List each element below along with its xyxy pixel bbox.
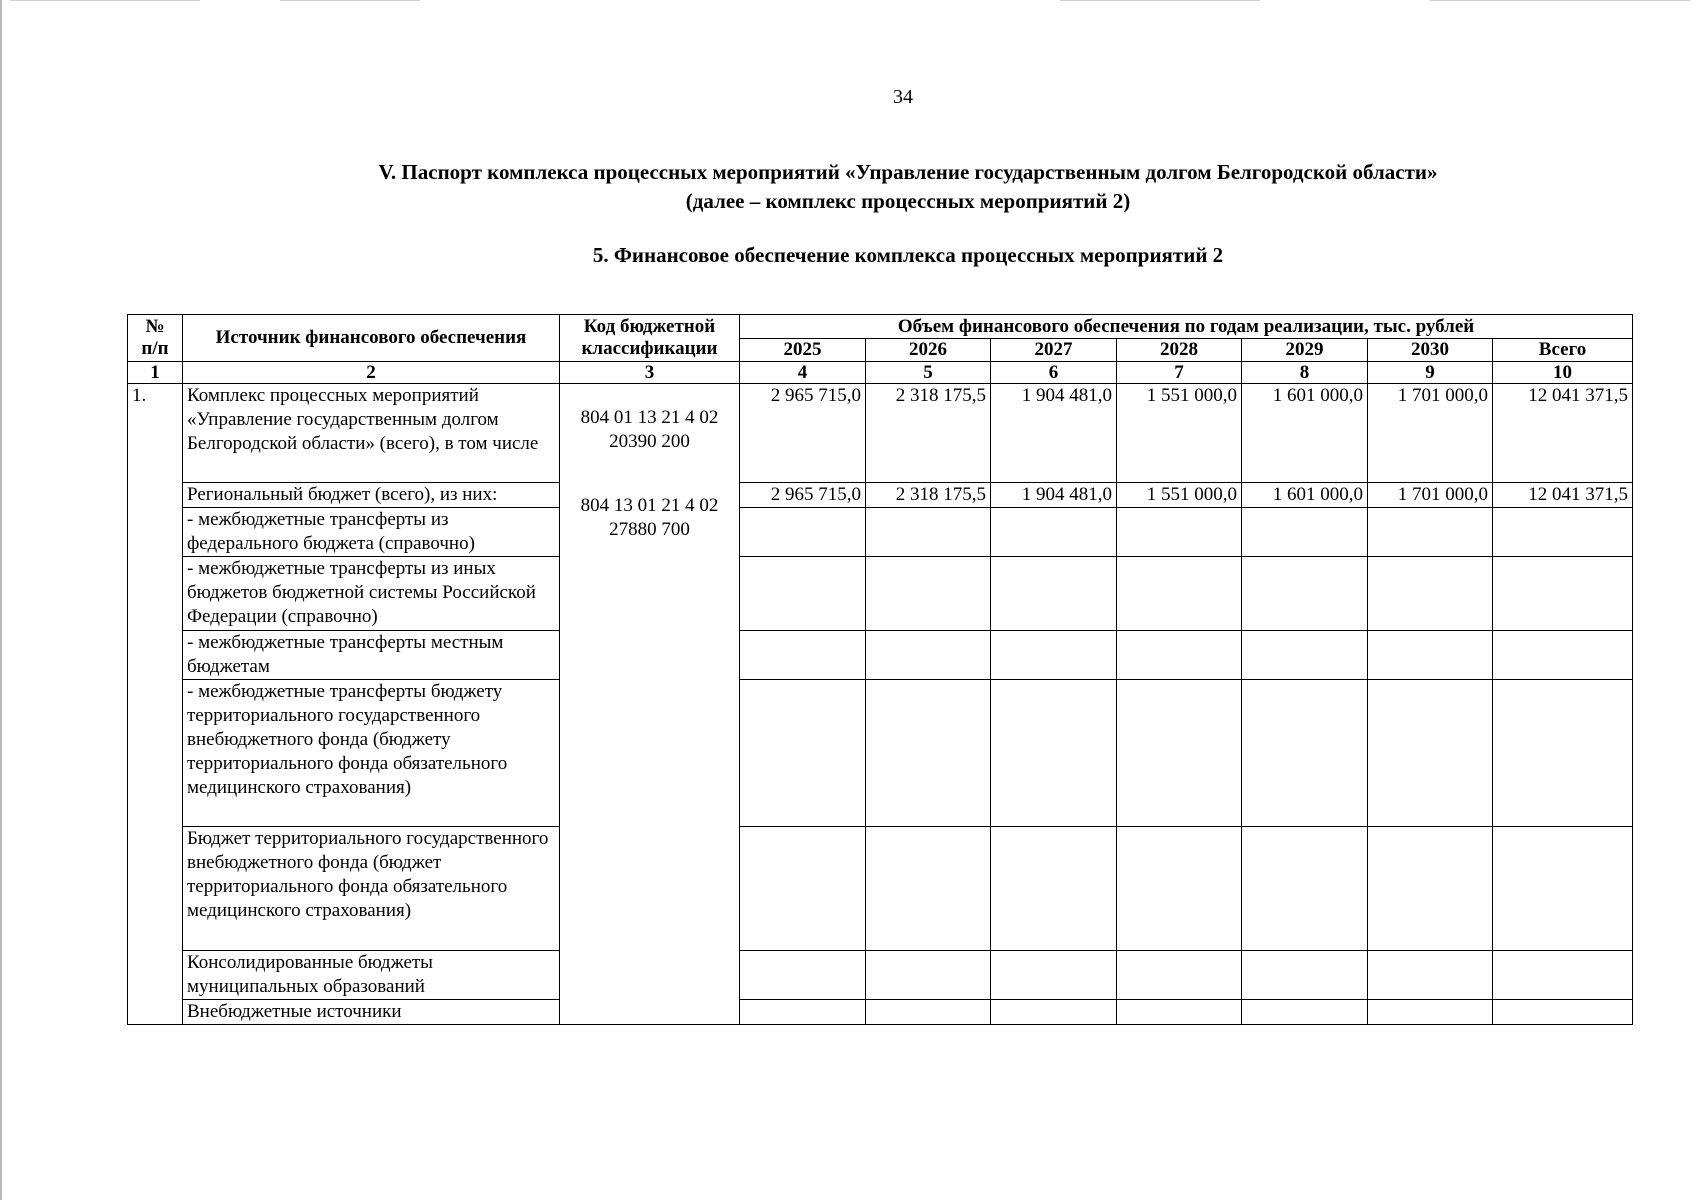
column-number: 5 xyxy=(866,362,991,384)
value-cell xyxy=(1493,508,1633,557)
column-number: 2 xyxy=(183,362,560,384)
document-title xyxy=(0,158,1706,216)
value-cell xyxy=(1493,631,1633,680)
value-cell xyxy=(1117,557,1242,631)
value-cell xyxy=(1242,951,1368,1000)
row-source: - межбюджетные трансферты местным бюджетам xyxy=(183,631,560,680)
title-line-1: V. Паспорт комплекса процессных мероприятий «Управление государственным долгом Белгородской области» xyxy=(378,160,1438,184)
header-number-line-1: № xyxy=(145,316,165,337)
value-cell xyxy=(866,508,991,557)
value-cell xyxy=(1117,680,1242,827)
column-number: 9 xyxy=(1368,362,1493,384)
value-cell xyxy=(1117,951,1242,1000)
value-cell: 2 965 715,0 xyxy=(740,483,866,508)
value-cell xyxy=(991,631,1117,680)
header-year-2028: 2028 xyxy=(1117,339,1242,362)
value-cell xyxy=(740,508,866,557)
value-cell xyxy=(1493,557,1633,631)
budget-code-2-line-2: 27880 700 xyxy=(609,519,690,540)
value-cell xyxy=(1117,1000,1242,1025)
header-budget-code xyxy=(560,315,740,362)
value-cell xyxy=(991,557,1117,631)
header-volume: Объем финансового обеспечения по годам реализации, тыс. рублей xyxy=(740,315,1633,339)
table-row xyxy=(128,483,1633,508)
value-cell xyxy=(1242,508,1368,557)
value-cell xyxy=(1493,680,1633,827)
value-cell xyxy=(1242,557,1368,631)
page-number: 34 xyxy=(893,86,913,108)
header-year-2025: 2025 xyxy=(740,339,866,362)
value-cell: 2 318 175,5 xyxy=(866,483,991,508)
budget-code-1 xyxy=(564,406,735,454)
header-source: Источник финансового обеспечения xyxy=(183,315,560,362)
budget-code-2-line-1: 804 13 01 21 4 02 xyxy=(580,495,719,516)
scan-top-rule xyxy=(10,0,200,1)
value-cell xyxy=(991,1000,1117,1025)
value-cell xyxy=(1242,1000,1368,1025)
table-row xyxy=(128,827,1633,951)
value-cell xyxy=(991,508,1117,557)
section-title: 5. Финансовое обеспечение комплекса процессных мероприятий 2 xyxy=(592,243,1224,267)
row-index: 1. xyxy=(128,384,183,1025)
value-cell xyxy=(740,827,866,951)
header-year-2030: 2030 xyxy=(1368,339,1493,362)
row-source: Внебюджетные источники xyxy=(183,1000,560,1025)
value-cell xyxy=(740,680,866,827)
column-number: 7 xyxy=(1117,362,1242,384)
budget-code-1-line-2: 20390 200 xyxy=(609,431,690,452)
table-row xyxy=(128,557,1633,631)
header-total: Всего xyxy=(1493,339,1633,362)
table-row xyxy=(128,680,1633,827)
column-number-row xyxy=(128,362,1633,384)
column-number: 3 xyxy=(560,362,740,384)
value-cell xyxy=(991,680,1117,827)
header-year-2029: 2029 xyxy=(1242,339,1368,362)
value-cell xyxy=(1368,557,1493,631)
value-cell: 1 601 000,0 xyxy=(1242,483,1368,508)
header-number xyxy=(128,315,183,362)
value-cell xyxy=(1117,631,1242,680)
value-cell xyxy=(866,827,991,951)
table-row xyxy=(128,951,1633,1000)
row-source: - межбюджетные трансферты из иных бюджетов бюджетной системы Российской Федерации (справочно) xyxy=(183,557,560,631)
value-cell xyxy=(740,631,866,680)
table-row xyxy=(128,1000,1633,1025)
scan-top-rule xyxy=(1430,0,1690,1)
value-cell xyxy=(1242,827,1368,951)
value-cell xyxy=(991,951,1117,1000)
value-cell xyxy=(1493,1000,1633,1025)
budget-code-1-line-1: 804 01 13 21 4 02 xyxy=(580,407,719,428)
value-cell xyxy=(1493,827,1633,951)
header-code-line-2: классификации xyxy=(581,338,718,359)
value-cell xyxy=(866,951,991,1000)
value-cell: 1 904 481,0 xyxy=(991,483,1117,508)
value-cell xyxy=(1242,631,1368,680)
value-cell xyxy=(1117,827,1242,951)
value-cell xyxy=(1368,680,1493,827)
financing-table xyxy=(127,314,1633,1025)
header-code-line-1: Код бюджетной xyxy=(583,316,716,337)
table-row xyxy=(128,631,1633,680)
value-cell xyxy=(866,680,991,827)
row-source: Комплекс процессных мероприятий «Управление государственным долгом Белгородской области» (всего), в том числе xyxy=(183,384,560,483)
scan-top-rule xyxy=(280,0,420,1)
column-number: 6 xyxy=(991,362,1117,384)
value-cell xyxy=(740,951,866,1000)
value-cell: 2 965 715,0 xyxy=(740,384,866,483)
value-cell: 2 318 175,5 xyxy=(866,384,991,483)
row-source: Региональный бюджет (всего), из них: xyxy=(183,483,560,508)
value-cell xyxy=(1368,827,1493,951)
table-row xyxy=(128,384,1633,483)
value-cell: 1 601 000,0 xyxy=(1242,384,1368,483)
value-cell xyxy=(991,827,1117,951)
header-year-2026: 2026 xyxy=(866,339,991,362)
value-cell xyxy=(1368,951,1493,1000)
value-cell: 1 701 000,0 xyxy=(1368,483,1493,508)
value-cell xyxy=(1368,1000,1493,1025)
value-cell xyxy=(866,631,991,680)
column-number: 1 xyxy=(128,362,183,384)
value-cell: 1 701 000,0 xyxy=(1368,384,1493,483)
value-cell xyxy=(1242,680,1368,827)
budget-code-cell xyxy=(560,384,740,1025)
row-source: - межбюджетные трансферты из федерального бюджета (справочно) xyxy=(183,508,560,557)
value-cell: 1 551 000,0 xyxy=(1117,384,1242,483)
column-number: 4 xyxy=(740,362,866,384)
header-number-line-2: п/п xyxy=(141,338,169,359)
row-source: Бюджет территориального государственного внебюджетного фонда (бюджет территориального фонда обязательного медицинского страхования) xyxy=(183,827,560,951)
value-cell xyxy=(1368,508,1493,557)
column-number: 8 xyxy=(1242,362,1368,384)
value-cell: 1 904 481,0 xyxy=(991,384,1117,483)
budget-code-2 xyxy=(564,494,735,542)
column-number: 10 xyxy=(1493,362,1633,384)
value-cell xyxy=(866,1000,991,1025)
value-cell xyxy=(1368,631,1493,680)
value-cell xyxy=(1117,508,1242,557)
value-cell: 12 041 371,5 xyxy=(1493,384,1633,483)
header-year-2027: 2027 xyxy=(991,339,1117,362)
value-cell: 1 551 000,0 xyxy=(1117,483,1242,508)
value-cell xyxy=(740,557,866,631)
value-cell xyxy=(740,1000,866,1025)
value-cell xyxy=(866,557,991,631)
title-line-2: (далее – комплекс процессных мероприятий 2) xyxy=(685,189,1131,213)
value-cell: 12 041 371,5 xyxy=(1493,483,1633,508)
value-cell xyxy=(1493,951,1633,1000)
scan-top-rule xyxy=(1060,0,1260,1)
row-source: Консолидированные бюджеты муниципальных образований xyxy=(183,951,560,1000)
row-source: - межбюджетные трансферты бюджету территориального государственного внебюджетного фонда (бюджету территориального фонда обязательного медицинского страхования) xyxy=(183,680,560,827)
table-row xyxy=(128,508,1633,557)
